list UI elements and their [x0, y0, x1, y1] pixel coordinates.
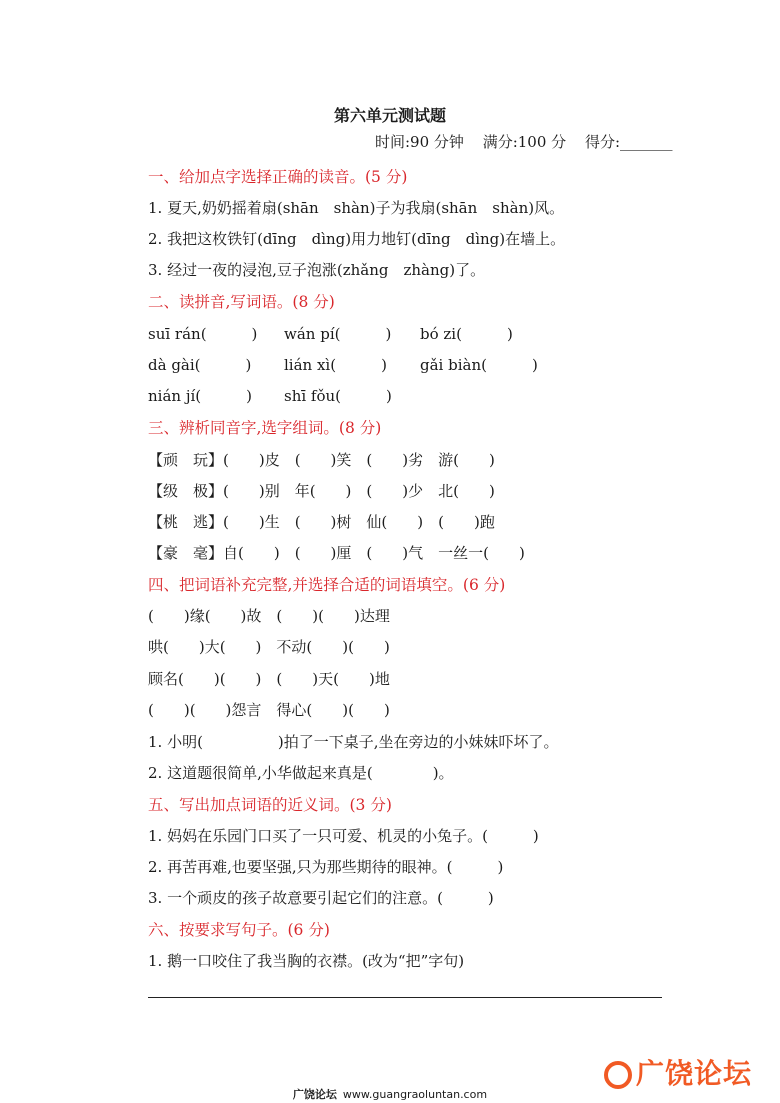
s5-question-1: 1. 妈妈在乐园门口买了一只可爱、机灵的小兔子。( ): [148, 827, 539, 845]
section-1-heading: 一、给加点字选择正确的读音。(5 分): [148, 168, 408, 186]
s6-question-1: 1. 鹅一口咬住了我当胸的衣襟。(改为“把”字句): [148, 952, 465, 970]
pinyin-item: wán pí( ): [284, 325, 392, 343]
pinyin-item: dà gài( ): [148, 356, 252, 374]
pinyin-item: lián xì( ): [284, 356, 387, 374]
pinyin-item: shī fǒu( ): [284, 387, 392, 405]
homophone-row: 【豪 毫】自( ) ( )厘 ( )气 一丝一( ): [148, 544, 525, 562]
s4-question-2: 2. 这道题很简单,小华做起来真是( )。: [148, 764, 454, 782]
s1-question-2: 2. 我把这枚铁钉(dīng dìng)用力地钉(dīng dìng)在墙上。: [148, 230, 566, 248]
s5-question-3: 3. 一个顽皮的孩子故意要引起它们的注意。( ): [148, 889, 494, 907]
s4-question-1: 1. 小明( )拍了一下桌子,坐在旁边的小妹妹吓坏了。: [148, 733, 559, 751]
pinyin-item: bó zi( ): [420, 325, 513, 343]
section-2-heading: 二、读拼音,写词语。(8 分): [148, 293, 335, 311]
exam-meta: [375, 131, 687, 152]
section-5-heading: 五、写出加点词语的近义词。(3 分): [148, 796, 392, 814]
section-4-heading: 四、把词语补充完整,并选择合适的词语填空。(6 分): [148, 576, 506, 594]
homophone-row: 【桃 逃】( )生 ( )树 仙( ) ( )跑: [148, 513, 495, 531]
footer-url: www.guangraoluntan.com: [342, 1088, 488, 1101]
time-limit: 时间:90 分钟: [375, 133, 464, 151]
pinyin-row: [148, 323, 668, 344]
logo-text: 广饶论坛: [636, 1057, 753, 1090]
s1-question-1: 1. 夏天,奶奶摇着扇(shān shàn)子为我扇(shān shàn)风。: [148, 199, 565, 217]
idiom-row: ( )缘( )故 ( )( )达理: [148, 607, 390, 625]
answer-line: [148, 997, 662, 998]
section-3-heading: 三、辨析同音字,选字组词。(8 分): [148, 419, 382, 437]
homophone-row: 【级 极】( )别 年( ) ( )少 北( ): [148, 482, 495, 500]
pinyin-row: [148, 385, 668, 406]
page-footer: [0, 1086, 780, 1102]
pinyin-item: suī rán( ): [148, 325, 258, 343]
score-blank: 得分:_______: [584, 133, 673, 151]
logo-g-icon: [604, 1061, 632, 1089]
homophone-row: 【顽 玩】( )皮 ( )笑 ( )劣 游( ): [148, 451, 495, 469]
pinyin-row: [148, 354, 668, 375]
idiom-row: ( )( )怨言 得心( )( ): [148, 701, 390, 719]
idiom-row: 哄( )大( ) 不动( )( ): [148, 638, 390, 656]
pinyin-item: nián jí( ): [148, 387, 252, 405]
pinyin-item: gǎi biàn( ): [420, 356, 538, 374]
s5-question-2: 2. 再苦再难,也要坚强,只为那些期待的眼神。( ): [148, 858, 504, 876]
full-score: 满分:100 分: [482, 133, 567, 151]
footer-site-name: 广饶论坛: [292, 1088, 337, 1101]
section-6-heading: 六、按要求写句子。(6 分): [148, 921, 330, 939]
s1-question-3: 3. 经过一夜的浸泡,豆子泡涨(zhǎng zhàng)了。: [148, 261, 486, 279]
page-title: 第六单元测试题: [333, 106, 446, 125]
idiom-row: 顾名( )( ) ( )天( )地: [148, 670, 390, 688]
